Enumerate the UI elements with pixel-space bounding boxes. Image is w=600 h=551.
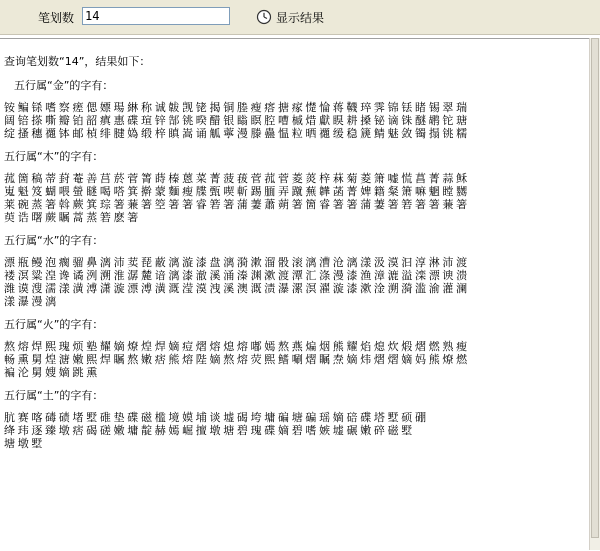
query-summary: 查询笔划数“14”，结果如下： [4,55,151,68]
character-row: 肮赛喀碡碛堵墅碓垫碟磁槛境嫫埔谈墟碣垮墉碥塘碥瑶嫡碚碟塔墅硕硼 [4,411,429,424]
character-row: 熬熔焊熙瑰烦塾耀嫡燎煌焊嫡痘熠熔熄熔嘟嫣熬燕煸烟熊耀焰熄炊煅熠燃熟瘦 [4,340,470,353]
toolbar [0,0,600,35]
result-panel[interactable] [0,38,590,551]
character-row: 绽搔穗禵钵邮楨绯腱媯缎梓瞋嵩诵觚薴漫滕蠱愠粒晒禵缓稳篪鲭魅敛镯搨铫糯 [4,127,470,140]
stroke-count-label: 笔划数 [38,11,75,25]
show-result-label: 显示结果 [276,10,325,25]
scrollbar-thumb[interactable] [591,38,599,538]
character-row: 阔锫搽嘶瓣铂韶瘨惠碟瑄锌郜铫暌醋银瞈瞑腔嘈槭焟獻瞁耕搡铋谪铢醚鹕铊瑭 [4,114,470,127]
show-result-button[interactable] [256,6,334,28]
character-row: 菰箇稿蒂葑菴善莒菸菅箐蒔榛蒽菜菁菠菝菅菰菅菱菼梓菻菊菱箫嘘慌菖菁蒜稣 [4,172,470,185]
vertical-scrollbar[interactable] [589,38,600,550]
sections-container [4,79,580,450]
section-title: 五行属“金”的字有： [14,79,114,92]
clock-icon [256,9,272,25]
section-title: 五行属“水”的字有： [4,234,104,247]
character-grid [4,172,580,224]
character-row: 潍谟溲濡漾潢溥潇漩漂溥潢溉滢漠洩溪澳溉渍瀑漯溟濯漩漆漱淦溯漪滥渝灌澜 [4,282,470,295]
section-title: 五行属“火”的字有： [4,318,104,331]
character-row: 嵬魁笈蝴喂螢瞇喝嗒箕擀蒙麵瘦牒甄喫斬踢腼弄蹴蕪韡菡菁婢籍粲箫嘛魍瞠嬲 [4,185,470,198]
character-row: 漾瀑漫漓 [4,295,59,308]
character-grid [4,340,580,379]
character-row: 漂瓶鳗泡瘸骝鼻漓沛荬琵蔽漓漩漆盘漓漪漱溜骰滚漓漕沧漓漾汲漠汩淳淋沛渡 [4,256,470,269]
character-row: 莱碗蒸箸斡蕨箕琮箸蒹箸箜箸箸睿箬箸蒲萋蕭蒴箸箇睿箸箸蒲萋箸箬箸箸蒹箸 [4,198,470,211]
character-grid [4,101,580,140]
character-row: 绛玮逐臻墩痞碣磋嫩墉靛赫嫣崛擅墩塘碧瑰碟嫡碧嗜嫉墟碾嫩碎磁墅 [4,424,415,437]
character-grid [4,256,580,308]
section-title: 五行属“木”的字有： [4,150,104,163]
result-content [4,55,580,460]
section-title: 五行属“土”的字有： [4,389,104,402]
character-row: 褊沦舅嫂嫡跳熏 [4,366,100,379]
stroke-count-input[interactable] [82,7,230,25]
character-row: 铵鳊铩嗜察瘥偲嫖瑒綝称诚韍觊铑揭铜塍瘦瘩搪瘃憷惀蒋韈琗霁锦铥睹锡翠瑞 [4,101,470,114]
character-row: 塘墩墅 [4,437,46,450]
character-row: 褛溟粱湟谗谲洌溯淮潺麓谙漓漆澈溪涌溱渊漱渡潭汇涤漫漆渔漳漉溢滦漂谀溃 [4,269,470,282]
character-row: 萸诰曙蕨瞩蒿蒸箬麽箸 [4,211,141,224]
character-row: 畅熏舅煌溏嫩熙焊瞩熬嫩痞熊熔陛嫡熬熔荧熙鳍唰熠瞩焘嫡炜熠熠嫡妈熊燎燃 [4,353,470,366]
character-grid [4,411,580,450]
